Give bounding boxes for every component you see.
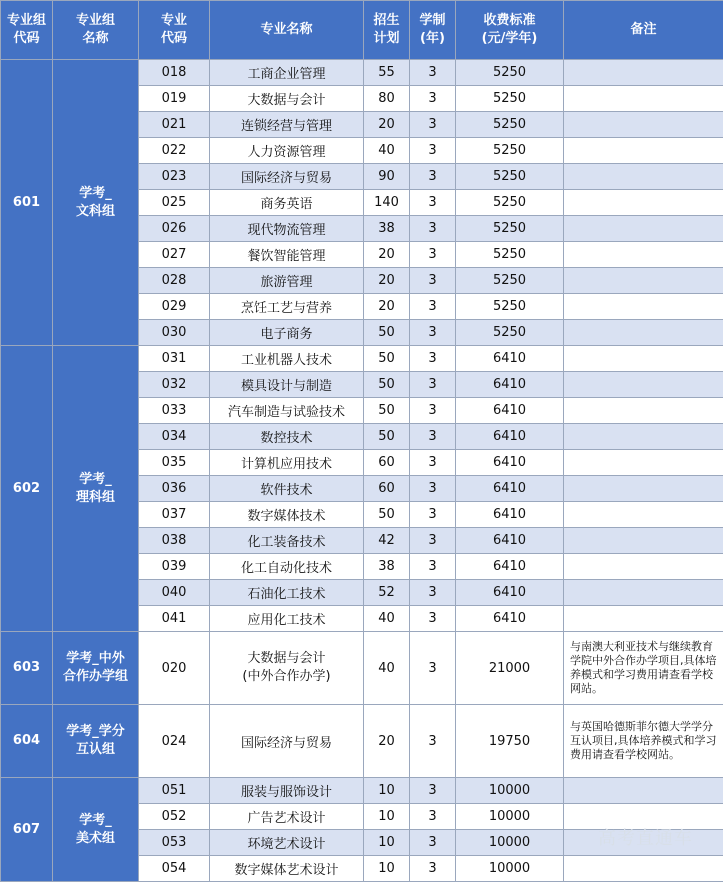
years-cell: 3 <box>410 502 456 528</box>
fee-cell: 5250 <box>456 86 564 112</box>
major-code-cell: 038 <box>139 528 210 554</box>
major-name-cell <box>210 372 364 398</box>
major-code-cell: 040 <box>139 580 210 606</box>
major-name-cell <box>210 632 364 705</box>
plan-header-line: 计划 <box>364 30 409 48</box>
major-code-cell: 021 <box>139 112 210 138</box>
major-name-line: 大数据与会计 <box>210 89 363 108</box>
years-cell: 3 <box>410 320 456 346</box>
years-cell: 3 <box>410 476 456 502</box>
major-code-cell: 052 <box>139 804 210 830</box>
fee-cell: 6410 <box>456 398 564 424</box>
plan-header <box>364 1 410 60</box>
group-name-cell <box>53 778 139 882</box>
plan-cell: 140 <box>364 190 410 216</box>
fee-cell: 5250 <box>456 190 564 216</box>
plan-cell: 20 <box>364 268 410 294</box>
major-code-cell: 019 <box>139 86 210 112</box>
major-name-cell <box>210 804 364 830</box>
note-cell <box>564 86 723 112</box>
plan-cell: 90 <box>364 164 410 190</box>
major-name-line: 化工装备技术 <box>210 531 363 550</box>
major-name-cell <box>210 190 364 216</box>
fee-cell: 5250 <box>456 294 564 320</box>
major-name-cell <box>210 86 364 112</box>
fee-cell: 10000 <box>456 830 564 856</box>
group-name-line: 理科组 <box>53 489 138 507</box>
plan-cell: 38 <box>364 216 410 242</box>
fee-cell: 5250 <box>456 320 564 346</box>
plan-cell: 50 <box>364 502 410 528</box>
major-name-line: 烹饪工艺与营养 <box>210 297 363 316</box>
fee-cell: 10000 <box>456 856 564 882</box>
group-code-cell: 604 <box>1 705 53 778</box>
fee-cell: 6410 <box>456 580 564 606</box>
note-cell <box>564 554 723 580</box>
major-name-line: 服装与服饰设计 <box>210 781 363 800</box>
fee-header-line: 收费标准 <box>456 12 563 30</box>
note-cell <box>564 138 723 164</box>
plan-cell: 10 <box>364 804 410 830</box>
plan-cell: 40 <box>364 138 410 164</box>
plan-cell: 50 <box>364 320 410 346</box>
plan-cell: 50 <box>364 398 410 424</box>
plan-cell: 10 <box>364 778 410 804</box>
header-row <box>1 1 723 60</box>
group-code-header-line: 代码 <box>1 30 52 48</box>
major-code-cell: 035 <box>139 450 210 476</box>
fee-cell: 6410 <box>456 554 564 580</box>
group-code-cell: 603 <box>1 632 53 705</box>
years-cell: 3 <box>410 372 456 398</box>
group-name-cell <box>53 705 139 778</box>
major-name-line: 旅游管理 <box>210 271 363 290</box>
fee-cell: 5250 <box>456 138 564 164</box>
note-cell <box>564 502 723 528</box>
plan-cell: 60 <box>364 450 410 476</box>
group-name-line: 学考_ <box>53 471 138 489</box>
major-code-header-line: 专业 <box>139 12 209 30</box>
years-cell: 3 <box>410 138 456 164</box>
plan-header-line: 招生 <box>364 12 409 30</box>
fee-cell: 6410 <box>456 476 564 502</box>
plan-cell: 50 <box>364 372 410 398</box>
fee-cell: 5250 <box>456 216 564 242</box>
major-code-cell: 039 <box>139 554 210 580</box>
major-name-line: 现代物流管理 <box>210 219 363 238</box>
plan-cell: 42 <box>364 528 410 554</box>
years-cell: 3 <box>410 778 456 804</box>
years-cell: 3 <box>410 216 456 242</box>
major-code-cell: 025 <box>139 190 210 216</box>
group-name-header-line: 名称 <box>53 30 138 48</box>
group-name-line: 文科组 <box>53 203 138 221</box>
major-name-cell <box>210 138 364 164</box>
major-name-line: 化工自动化技术 <box>210 557 363 576</box>
fee-cell: 10000 <box>456 804 564 830</box>
note-cell <box>564 164 723 190</box>
years-cell: 3 <box>410 60 456 86</box>
major-name-line: 工业机器人技术 <box>210 349 363 368</box>
major-name-cell <box>210 606 364 632</box>
years-cell: 3 <box>410 242 456 268</box>
note-cell <box>564 190 723 216</box>
major-code-cell: 026 <box>139 216 210 242</box>
major-code-cell: 034 <box>139 424 210 450</box>
group-code-header <box>1 1 53 60</box>
plan-cell: 52 <box>364 580 410 606</box>
fee-cell: 6410 <box>456 424 564 450</box>
note-cell <box>564 606 723 632</box>
years-cell: 3 <box>410 830 456 856</box>
major-code-cell: 054 <box>139 856 210 882</box>
group-name-line: 美术组 <box>53 830 138 848</box>
years-cell: 3 <box>410 112 456 138</box>
note-header-line: 备注 <box>564 21 723 39</box>
note-cell <box>564 242 723 268</box>
major-name-cell <box>210 242 364 268</box>
major-name-cell <box>210 554 364 580</box>
years-cell: 3 <box>410 705 456 778</box>
major-name-line: 数字媒体艺术设计 <box>210 859 363 878</box>
major-name-line: 环境艺术设计 <box>210 833 363 852</box>
major-name-line: 模具设计与制造 <box>210 375 363 394</box>
major-name-line: 工商企业管理 <box>210 63 363 82</box>
major-name-cell <box>210 112 364 138</box>
major-name-cell <box>210 320 364 346</box>
major-name-cell <box>210 705 364 778</box>
group-name-line: 合作办学组 <box>53 668 138 686</box>
plan-cell: 20 <box>364 705 410 778</box>
plan-cell: 20 <box>364 112 410 138</box>
major-name-cell <box>210 476 364 502</box>
major-name-cell <box>210 398 364 424</box>
years-cell: 3 <box>410 528 456 554</box>
major-code-cell: 027 <box>139 242 210 268</box>
note-cell <box>564 398 723 424</box>
years-cell: 3 <box>410 580 456 606</box>
fee-cell: 21000 <box>456 632 564 705</box>
note-cell <box>564 476 723 502</box>
years-cell: 3 <box>410 632 456 705</box>
note-cell <box>564 528 723 554</box>
major-code-cell: 031 <box>139 346 210 372</box>
major-name-header-line: 专业名称 <box>210 21 363 39</box>
fee-cell: 6410 <box>456 528 564 554</box>
major-name-cell <box>210 778 364 804</box>
fee-cell: 6410 <box>456 346 564 372</box>
group-name-line: 学考_ <box>53 812 138 830</box>
major-name-line: 大数据与会计 <box>210 650 363 668</box>
major-name-cell <box>210 830 364 856</box>
group-code-header-line: 专业组 <box>1 12 52 30</box>
group-code-cell: 602 <box>1 346 53 632</box>
table-body <box>1 60 723 882</box>
major-name-line: (中外合作办学) <box>210 668 363 686</box>
fee-cell: 10000 <box>456 778 564 804</box>
fee-cell: 6410 <box>456 372 564 398</box>
group-name-cell <box>53 346 139 632</box>
major-code-cell: 041 <box>139 606 210 632</box>
major-name-cell <box>210 424 364 450</box>
fee-header-line: (元/学年) <box>456 30 563 48</box>
years-cell: 3 <box>410 164 456 190</box>
plan-cell: 50 <box>364 346 410 372</box>
table-row <box>1 60 723 86</box>
major-name-line: 汽车制造与试验技术 <box>210 401 363 420</box>
major-name-cell <box>210 346 364 372</box>
fee-cell: 5250 <box>456 242 564 268</box>
major-code-header-line: 代码 <box>139 30 209 48</box>
fee-cell: 5250 <box>456 164 564 190</box>
plan-cell: 10 <box>364 830 410 856</box>
major-code-cell: 028 <box>139 268 210 294</box>
years-cell: 3 <box>410 268 456 294</box>
plan-cell: 38 <box>364 554 410 580</box>
major-name-line: 餐饮智能管理 <box>210 245 363 264</box>
note-cell <box>564 580 723 606</box>
major-name-line: 数控技术 <box>210 427 363 446</box>
fee-cell: 5250 <box>456 60 564 86</box>
major-name-line: 商务英语 <box>210 193 363 212</box>
table-row <box>1 778 723 804</box>
group-name-line: 学考_学分 <box>53 723 138 741</box>
fee-cell: 6410 <box>456 450 564 476</box>
group-name-line: 互认组 <box>53 741 138 759</box>
table-row <box>1 632 723 705</box>
plan-cell: 60 <box>364 476 410 502</box>
note-cell <box>564 450 723 476</box>
major-name-line: 人力资源管理 <box>210 141 363 160</box>
major-name-cell <box>210 502 364 528</box>
years-cell: 3 <box>410 450 456 476</box>
plan-cell: 40 <box>364 606 410 632</box>
plan-cell: 80 <box>364 86 410 112</box>
major-name-line: 电子商务 <box>210 323 363 342</box>
fee-cell: 6410 <box>456 606 564 632</box>
years-header <box>410 1 456 60</box>
major-name-line: 应用化工技术 <box>210 609 363 628</box>
major-name-line: 连锁经营与管理 <box>210 115 363 134</box>
group-name-line: 学考_ <box>53 185 138 203</box>
table-row <box>1 705 723 778</box>
major-code-cell: 018 <box>139 60 210 86</box>
fee-header <box>456 1 564 60</box>
major-code-cell: 030 <box>139 320 210 346</box>
major-name-cell <box>210 450 364 476</box>
major-code-cell: 022 <box>139 138 210 164</box>
years-cell: 3 <box>410 190 456 216</box>
plan-cell: 20 <box>364 242 410 268</box>
plan-cell: 50 <box>364 424 410 450</box>
major-name-line: 国际经济与贸易 <box>210 167 363 186</box>
years-cell: 3 <box>410 856 456 882</box>
major-name-cell <box>210 60 364 86</box>
major-name-cell <box>210 268 364 294</box>
major-name-cell <box>210 528 364 554</box>
major-name-cell <box>210 580 364 606</box>
note-cell <box>564 268 723 294</box>
years-header-line: (年) <box>410 30 455 48</box>
fee-cell: 6410 <box>456 502 564 528</box>
years-header-line: 学制 <box>410 12 455 30</box>
major-name-line: 计算机应用技术 <box>210 453 363 472</box>
note-cell <box>564 294 723 320</box>
major-code-cell: 020 <box>139 632 210 705</box>
major-name-line: 石油化工技术 <box>210 583 363 602</box>
note-cell <box>564 372 723 398</box>
major-code-cell: 029 <box>139 294 210 320</box>
fee-cell: 19750 <box>456 705 564 778</box>
group-name-cell <box>53 632 139 705</box>
major-code-cell: 023 <box>139 164 210 190</box>
major-name-line: 软件技术 <box>210 479 363 498</box>
major-code-cell: 036 <box>139 476 210 502</box>
major-code-cell: 033 <box>139 398 210 424</box>
years-cell: 3 <box>410 346 456 372</box>
plan-cell: 55 <box>364 60 410 86</box>
note-cell <box>564 112 723 138</box>
group-name-cell <box>53 60 139 346</box>
years-cell: 3 <box>410 424 456 450</box>
major-name-header <box>210 1 364 60</box>
fee-cell: 5250 <box>456 268 564 294</box>
note-cell <box>564 320 723 346</box>
years-cell: 3 <box>410 554 456 580</box>
group-name-header-line: 专业组 <box>53 12 138 30</box>
group-code-cell: 601 <box>1 60 53 346</box>
note-header <box>564 1 723 60</box>
note-cell <box>564 60 723 86</box>
plan-cell: 20 <box>364 294 410 320</box>
major-code-cell: 053 <box>139 830 210 856</box>
note-cell <box>564 216 723 242</box>
major-name-cell <box>210 294 364 320</box>
years-cell: 3 <box>410 294 456 320</box>
major-name-cell <box>210 164 364 190</box>
major-code-cell: 032 <box>139 372 210 398</box>
fee-cell: 5250 <box>456 112 564 138</box>
group-name-line: 学考_中外 <box>53 650 138 668</box>
major-name-line: 国际经济与贸易 <box>210 732 363 751</box>
note-cell <box>564 424 723 450</box>
years-cell: 3 <box>410 398 456 424</box>
note-cell: 与南澳大利亚技术与继续教育学院中外合作办学项目,具体培养模式和学习费用请查看学校网站。 <box>564 632 723 705</box>
table-row <box>1 346 723 372</box>
major-code-cell: 037 <box>139 502 210 528</box>
years-cell: 3 <box>410 804 456 830</box>
plan-cell: 10 <box>364 856 410 882</box>
years-cell: 3 <box>410 606 456 632</box>
years-cell: 3 <box>410 86 456 112</box>
group-code-cell: 607 <box>1 778 53 882</box>
major-name-cell <box>210 216 364 242</box>
watermark: 高考直通车 <box>598 824 693 850</box>
major-name-line: 广告艺术设计 <box>210 807 363 826</box>
major-code-cell: 024 <box>139 705 210 778</box>
note-cell <box>564 778 723 804</box>
major-name-line: 数字媒体技术 <box>210 505 363 524</box>
group-name-header <box>53 1 139 60</box>
major-code-cell: 051 <box>139 778 210 804</box>
note-cell <box>564 346 723 372</box>
note-cell: 与英国哈德斯菲尔德大学学分互认项目,具体培养模式和学习费用请查看学校网站。 <box>564 705 723 778</box>
plan-cell: 40 <box>364 632 410 705</box>
major-code-header <box>139 1 210 60</box>
